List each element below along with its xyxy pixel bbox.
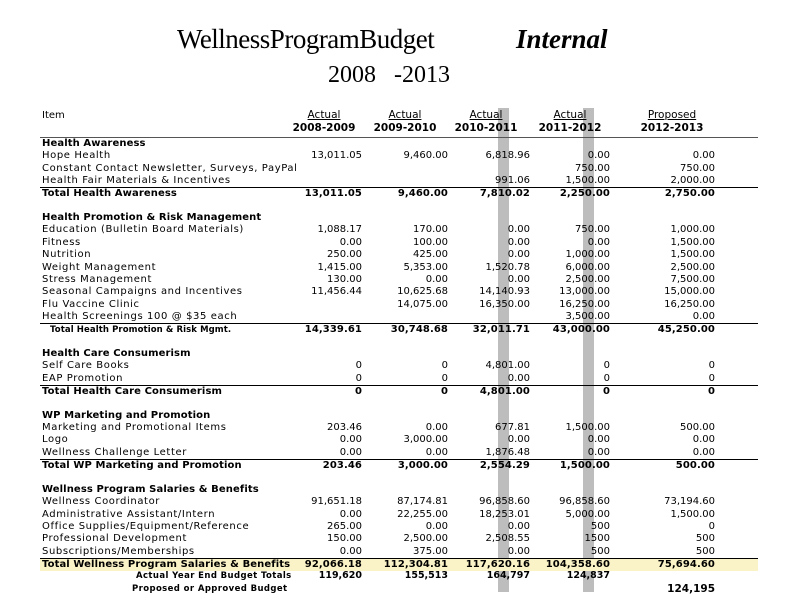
cell-value: 2,500.00 [565, 273, 610, 285]
cell-value: 0.00 [692, 434, 715, 446]
column-header-kind: Proposed [647, 109, 697, 121]
cell-value: 13,000.00 [559, 286, 610, 298]
row-label: WP Marketing and Promotion [42, 409, 211, 421]
cell-value: 14,339.61 [304, 324, 362, 336]
cell-value: 22,255.00 [397, 508, 448, 520]
row-label: Weight Management [42, 261, 157, 273]
cell-value: 0.00 [587, 434, 610, 446]
section-header [40, 410, 758, 422]
cell-value: 0.00 [587, 446, 610, 458]
cell-value: 500 [590, 545, 610, 557]
cell-value: 265.00 [327, 520, 362, 532]
section-header [40, 212, 758, 224]
row-label: Marketing and Promotional Items [42, 422, 227, 434]
total-row [40, 385, 758, 398]
column-header-year: 2011-2012 [538, 122, 602, 134]
cell-value: 0.00 [507, 434, 530, 446]
cell-value: 96,858.60 [559, 496, 610, 508]
spacer-row [40, 336, 758, 348]
cell-value: 0 [603, 360, 610, 372]
row-label: Subscriptions/Memberships [42, 545, 195, 557]
cell-value: 0.00 [507, 273, 530, 285]
cell-value: 10,625.68 [397, 286, 448, 298]
cell-value: 2,250.00 [559, 188, 610, 200]
total-row [40, 323, 758, 336]
table-row [40, 373, 758, 385]
spacer-row [40, 472, 758, 484]
cell-value: 0.00 [692, 446, 715, 458]
cell-value: 0.00 [507, 372, 530, 384]
row-label: Self Care Books [42, 360, 130, 372]
column-header-year: 2008-2009 [292, 122, 356, 134]
cell-value: 150.00 [327, 533, 362, 545]
cell-value: 6,818.96 [485, 150, 530, 162]
cell-value: 1,500.00 [670, 508, 715, 520]
row-label: Flu Vaccine Clinic [42, 298, 140, 310]
cell-value: 0 [355, 360, 362, 372]
total-row [40, 459, 758, 472]
cell-value: 3,000.00 [397, 460, 448, 472]
cell-value: 0 [708, 520, 715, 532]
table-row [40, 533, 758, 545]
cell-value: 2,508.55 [485, 533, 530, 545]
cell-value: 100.00 [413, 236, 448, 248]
table-row [40, 249, 758, 261]
row-label: Total Health Care Consumerism [42, 386, 223, 397]
cell-value: 117,620.16 [465, 558, 530, 570]
cell-value: 130.00 [327, 273, 362, 285]
cell-value: 677.81 [495, 422, 530, 434]
cell-value: 3,500.00 [565, 310, 610, 322]
cell-value: 5,353.00 [403, 261, 448, 273]
row-label: Health Screenings 100 @ $35 each [42, 310, 238, 322]
table-row [40, 150, 758, 162]
row-label: Total Health Promotion & Risk Mgmt. [50, 325, 232, 336]
section-header [40, 138, 758, 150]
total-row [40, 558, 758, 571]
cell-value: 0 [441, 372, 448, 384]
column-header [365, 109, 445, 135]
column-header-year: 2012-2013 [640, 122, 704, 134]
cell-value: 375.00 [413, 545, 448, 557]
cell-value: 2,500.00 [403, 533, 448, 545]
cell-value: 2,750.00 [664, 188, 715, 200]
row-label: EAP Promotion [42, 372, 124, 384]
cell-value: 18,253.01 [479, 508, 530, 520]
row-label: Education (Bulletin Board Materials) [42, 224, 244, 236]
column-header-year: 2009-2010 [373, 122, 437, 134]
cell-value: 0.00 [425, 273, 448, 285]
row-label: Wellness Program Salaries & Benefits [42, 483, 259, 495]
cell-value: 0.00 [339, 236, 362, 248]
cell-value: 250.00 [327, 249, 362, 261]
budget-table [40, 108, 758, 595]
table-row [40, 521, 758, 533]
row-label: Stress Management [42, 273, 152, 285]
cell-value: 9,460.00 [403, 150, 448, 162]
cell-value: 0 [355, 372, 362, 384]
cell-value: 30,748.68 [390, 324, 448, 336]
cell-value: 0 [707, 386, 715, 397]
section-header [40, 484, 758, 496]
cell-value: 0.00 [339, 545, 362, 557]
cell-value: 32,011.71 [472, 324, 530, 336]
summary-row [40, 583, 758, 595]
cell-value: 1,088.17 [317, 224, 362, 236]
cell-value: 112,304.81 [383, 558, 448, 570]
cell-value: 500 [590, 520, 610, 532]
column-header [284, 109, 364, 135]
cell-value: 0 [602, 386, 610, 397]
cell-value: 1,500.00 [565, 175, 610, 186]
cell-value: 15,000.00 [664, 286, 715, 298]
cell-value: 0.00 [507, 224, 530, 236]
cell-value: 14,075.00 [397, 298, 448, 310]
column-header [446, 109, 526, 135]
summary-row [40, 570, 758, 582]
cell-value: 0.00 [587, 150, 610, 162]
cell-value: 0.00 [507, 236, 530, 248]
table-row [40, 274, 758, 286]
column-header-kind: Actual [553, 109, 587, 121]
cell-value: 2,500.00 [670, 261, 715, 273]
column-header-kind: Actual [469, 109, 503, 121]
row-label: Wellness Challenge Letter [42, 446, 187, 458]
total-row [40, 187, 758, 200]
section-header [40, 348, 758, 360]
table-row [40, 447, 758, 459]
cell-value: 0 [708, 372, 715, 384]
cell-value: 1,500.00 [670, 249, 715, 261]
cell-value: 500 [695, 533, 715, 545]
table-row [40, 163, 758, 175]
row-label: Health Promotion & Risk Management [42, 212, 262, 224]
cell-value: 73,194.60 [664, 496, 715, 508]
cell-value: 7,500.00 [670, 273, 715, 285]
table-row [40, 175, 758, 187]
cell-value: 0.00 [339, 446, 362, 458]
cell-value: 203.46 [322, 460, 362, 472]
cell-value: 11,456.44 [311, 286, 362, 298]
cell-value: 0 [354, 386, 362, 397]
row-label: Health Awareness [42, 138, 146, 149]
cell-value: 45,250.00 [657, 324, 715, 336]
cell-value: 2,554.29 [479, 460, 530, 472]
cell-value: 1500 [584, 533, 610, 545]
cell-value: 1,500.00 [670, 236, 715, 248]
cell-value: 1,415.00 [317, 261, 362, 273]
cell-value: 0.00 [425, 422, 448, 434]
cell-value: 4,801.00 [485, 360, 530, 372]
cell-value: 0 [603, 372, 610, 384]
cell-value: 16,250.00 [664, 298, 715, 310]
cell-value: 0.00 [339, 508, 362, 520]
row-label: Proposed or Approved Budget [132, 583, 288, 594]
cell-value: 119,620 [318, 570, 362, 582]
cell-value: 0.00 [692, 310, 715, 322]
cell-value: 5,000.00 [565, 508, 610, 520]
cell-value: 16,250.00 [559, 298, 610, 310]
title-main: WellnessProgramBudget [177, 24, 435, 54]
table-row [40, 434, 758, 446]
row-label: Actual Year End Budget Totals [136, 571, 292, 582]
table-row [40, 546, 758, 558]
title-years: 2008 -2013 [328, 62, 450, 88]
row-label: Professional Development [42, 533, 187, 545]
cell-value: 0.00 [425, 520, 448, 532]
row-label: Logo [42, 434, 69, 446]
cell-value: 991.06 [495, 175, 530, 186]
cell-value: 2,000.00 [670, 175, 715, 186]
row-label: Hope Health [42, 150, 111, 162]
cell-value: 124,837 [566, 570, 610, 582]
cell-value: 500.00 [675, 460, 715, 472]
table-row [40, 237, 758, 249]
table-row [40, 422, 758, 434]
cell-value: 0.00 [587, 236, 610, 248]
row-label: Health Fair Materials & Incentives [42, 175, 231, 186]
cell-value: 155,513 [404, 570, 448, 582]
cell-value: 0.00 [507, 545, 530, 557]
column-header [632, 109, 712, 135]
cell-value: 91,651.18 [311, 496, 362, 508]
cell-value: 6,000.00 [565, 261, 610, 273]
cell-value: 1,000.00 [670, 224, 715, 236]
cell-value: 750.00 [575, 162, 610, 174]
column-header [530, 109, 610, 135]
cell-value: 0.00 [692, 150, 715, 162]
cell-value: 0 [441, 360, 448, 372]
cell-value: 0 [440, 386, 448, 397]
table-row [40, 299, 758, 311]
row-label: Constant Contact Newsletter, Surveys, PayPal [42, 162, 298, 174]
cell-value: 1,500.00 [559, 460, 610, 472]
cell-value: 13,011.05 [311, 150, 362, 162]
cell-value: 104,358.60 [545, 558, 610, 570]
table-row [40, 262, 758, 274]
table-row [40, 286, 758, 298]
spacer-row [40, 397, 758, 409]
table-row [40, 360, 758, 372]
document-title [0, 24, 800, 60]
cell-value: 750.00 [575, 224, 610, 236]
row-label: Health Care Consumerism [42, 347, 191, 359]
cell-value: 92,066.18 [304, 558, 362, 570]
spacer-row [40, 200, 758, 212]
column-header-year: 2010-2011 [454, 122, 518, 134]
cell-value: 1,520.78 [485, 261, 530, 273]
cell-value: 75,694.60 [657, 558, 715, 570]
cell-value: 0.00 [507, 249, 530, 261]
cell-value: 0 [708, 360, 715, 372]
column-header-kind: Actual [388, 109, 422, 121]
row-label: Total Wellness Program Salaries & Benefits [42, 558, 291, 570]
cell-value: 203.46 [327, 422, 362, 434]
item-column-header: Item [42, 110, 65, 121]
row-label: Administrative Assistant/Intern [42, 508, 216, 520]
title-internal-tag: Internal [516, 24, 608, 54]
table-row [40, 509, 758, 521]
row-label: Office Supplies/Equipment/Reference [42, 520, 250, 532]
table-row [40, 496, 758, 508]
table-row [40, 224, 758, 236]
cell-value: 124,195 [667, 582, 715, 595]
row-label: Seasonal Campaigns and Incentives [42, 286, 243, 298]
cell-value: 43,000.00 [552, 324, 610, 336]
cell-value: 1,876.48 [485, 446, 530, 458]
cell-value: 750.00 [680, 162, 715, 174]
cell-value: 14,140.93 [479, 286, 530, 298]
cell-value: 0.00 [425, 446, 448, 458]
cell-value: 9,460.00 [397, 188, 448, 200]
cell-value: 7,810.02 [479, 188, 530, 200]
column-header-kind: Actual [307, 109, 341, 121]
row-label: Fitness [42, 236, 81, 248]
cell-value: 164,797 [486, 570, 530, 582]
row-label: Total WP Marketing and Promotion [42, 460, 242, 472]
cell-value: 96,858.60 [479, 496, 530, 508]
cell-value: 425.00 [413, 249, 448, 261]
row-label: Total Health Awareness [42, 188, 177, 200]
cell-value: 3,000.00 [403, 434, 448, 446]
cell-value: 0.00 [339, 434, 362, 446]
cell-value: 13,011.05 [304, 188, 362, 200]
cell-value: 87,174.81 [397, 496, 448, 508]
cell-value: 4,801.00 [479, 386, 530, 397]
cell-value: 170.00 [413, 224, 448, 236]
cell-value: 16,350.00 [479, 298, 530, 310]
cell-value: 500 [695, 545, 715, 557]
cell-value: 500.00 [680, 422, 715, 434]
cell-value: 1,000.00 [565, 249, 610, 261]
cell-value: 1,500.00 [565, 422, 610, 434]
cell-value: 0.00 [507, 520, 530, 532]
table-row [40, 311, 758, 323]
row-label: Wellness Coordinator [42, 496, 160, 508]
row-label: Nutrition [42, 249, 92, 261]
